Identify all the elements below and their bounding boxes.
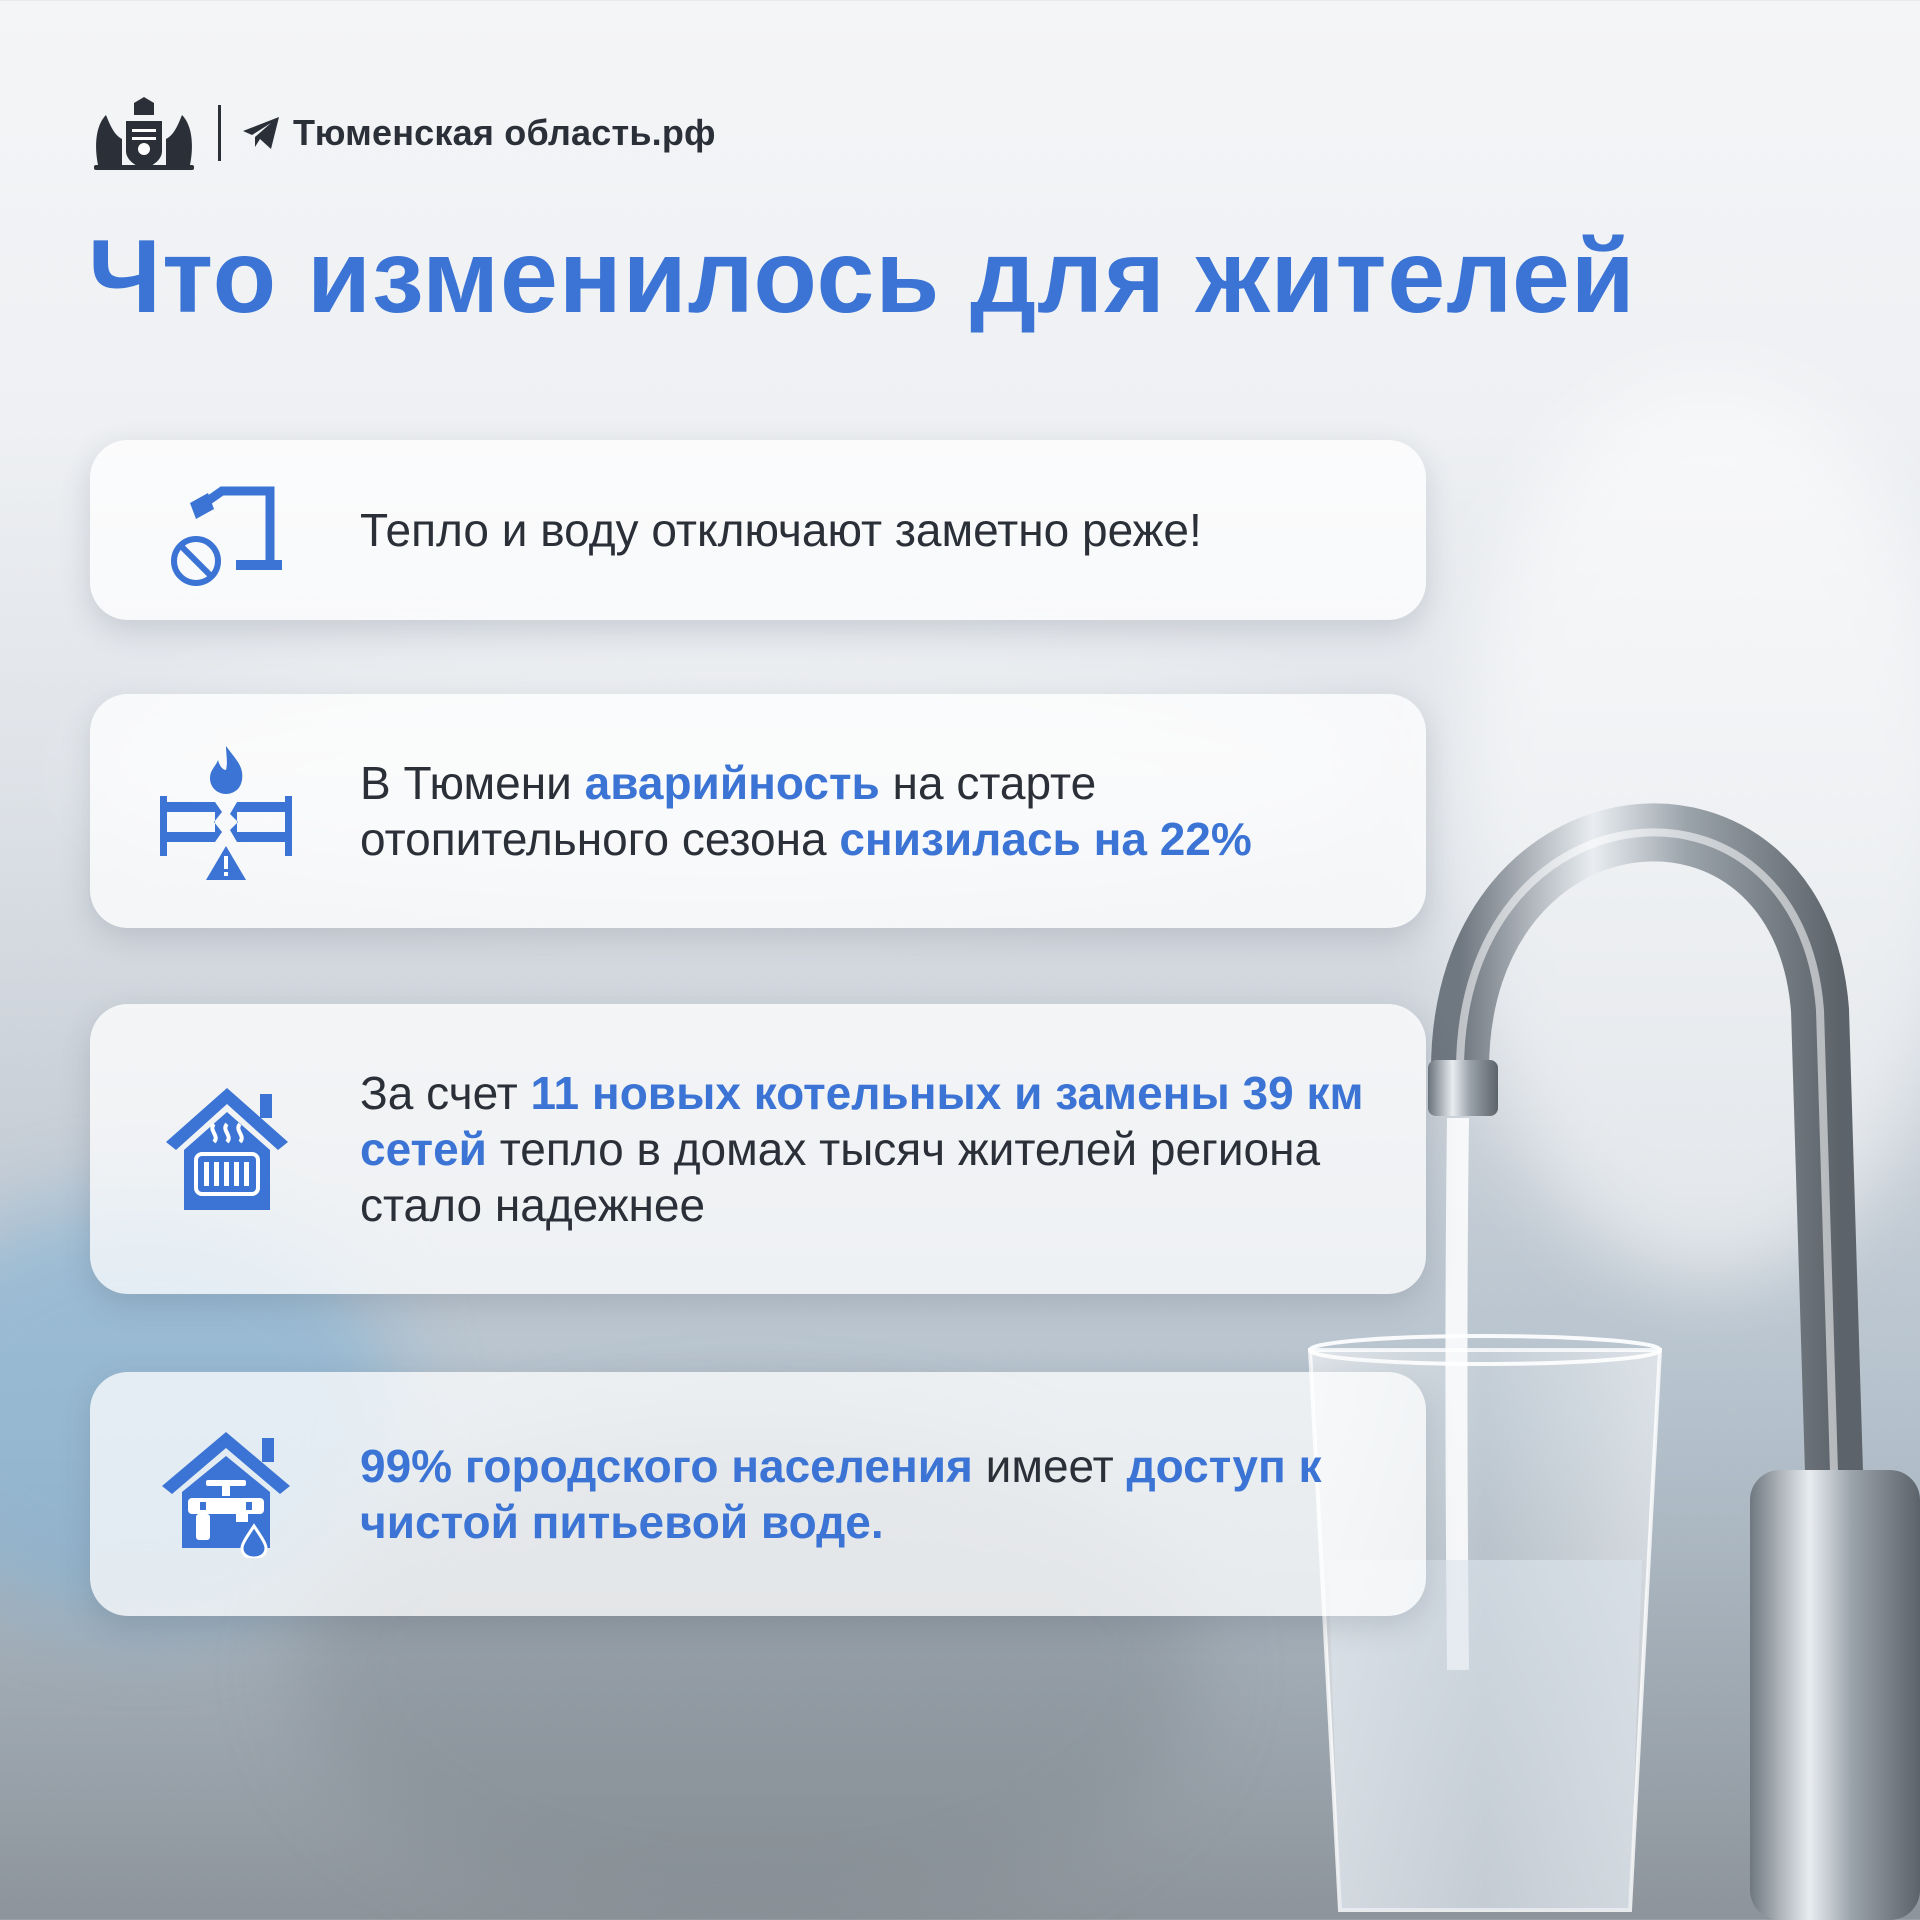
- body-text: на старте отопительного сезона: [360, 757, 1097, 865]
- page-title: Что изменилось для жителей: [88, 219, 1636, 335]
- body-text: За счет: [360, 1067, 531, 1119]
- info-card: [90, 694, 1426, 928]
- faucet-off-icon: [162, 465, 292, 595]
- coat-of-arms-icon: [88, 95, 200, 171]
- highlight-text: аварийность: [584, 757, 880, 809]
- card-text: [360, 502, 1366, 558]
- house-water-tap-icon: [158, 1428, 294, 1558]
- site-name[interactable]: Тюменская область.рф: [293, 112, 716, 153]
- faucet-illustration: [1280, 770, 1920, 1920]
- house-radiator-icon: [162, 1084, 292, 1214]
- info-card: [90, 1372, 1426, 1616]
- info-card: [90, 1004, 1426, 1294]
- body-text: имеет: [972, 1440, 1127, 1492]
- highlight-text: доступ к чистой питьевой воде.: [360, 1440, 1322, 1548]
- header: [88, 98, 716, 168]
- pipe-burst-icon: [156, 742, 296, 882]
- header-divider: [218, 105, 221, 161]
- highlight-text: 11 новых котельных и замены 39 км сетей: [360, 1067, 1364, 1175]
- card-text: [360, 1065, 1366, 1233]
- card-text: [360, 755, 1366, 867]
- highlight-text: 99% городского населения: [360, 1440, 973, 1492]
- highlight-text: снизилась на 22%: [839, 813, 1252, 865]
- body-text: В Тюмени: [360, 757, 585, 809]
- info-card: [90, 440, 1426, 620]
- card-text: [360, 1438, 1366, 1550]
- body-text: Тепло и воду отключают заметно реже!: [360, 504, 1202, 556]
- body-text: тепло в домах тысяч жителей региона стало надежнее: [360, 1123, 1321, 1231]
- telegram-icon[interactable]: [241, 115, 281, 151]
